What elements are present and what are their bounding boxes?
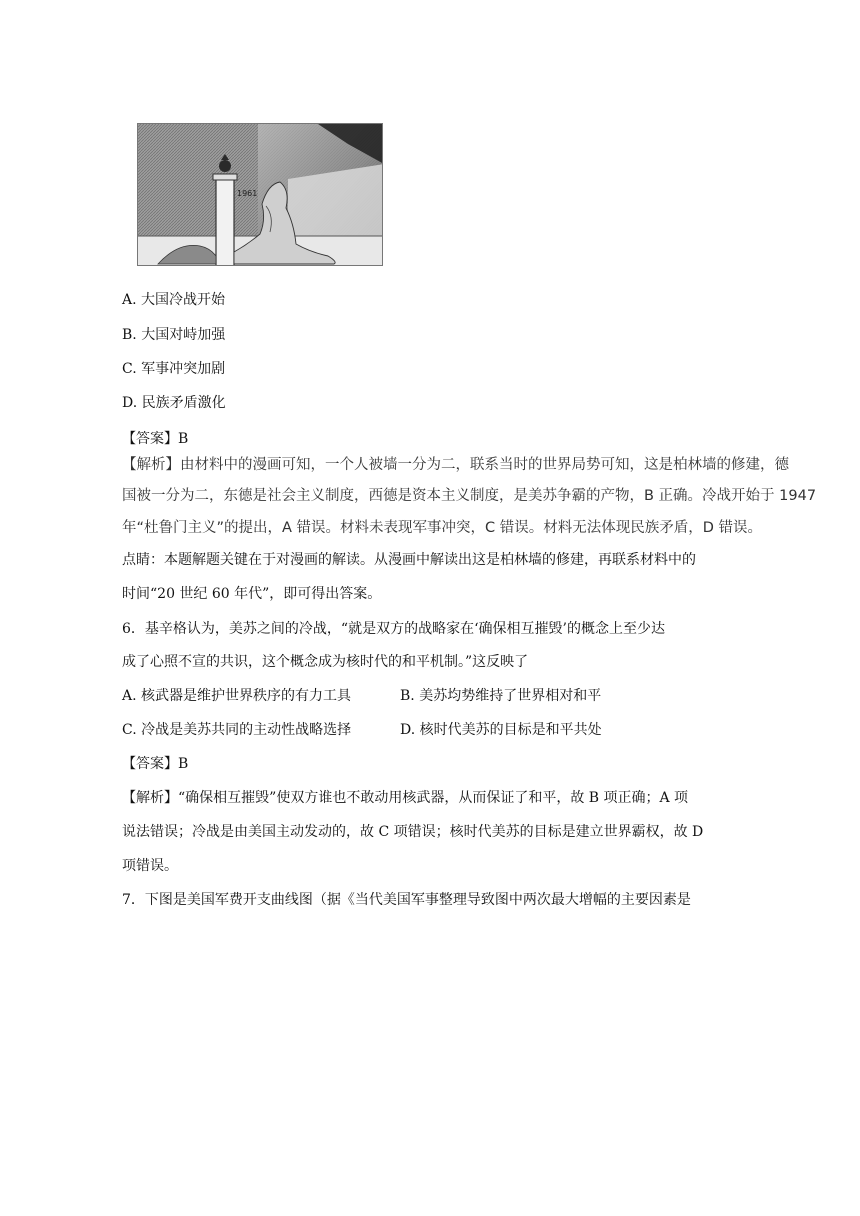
q6-stem-line-2: 成了心照不宣的共识，这个概念成为核时代的和平机制。”这反映了 xyxy=(122,654,529,670)
q5-comment-line-1: 点睛：本题解题关键在于对漫画的解读。从漫画中解读出这是柏林墙的修建，再联系材料中的 xyxy=(122,552,696,568)
q5-analysis-line-1: 【解析】由材料中的漫画可知，一个人被墙一分为二，联系当时的世界局势可知，这是柏林墙的修建，德 xyxy=(122,457,789,473)
q6-answer: 【答案】B xyxy=(122,756,189,772)
berlin-wall-cartoon-icon xyxy=(138,124,383,266)
q5-option-a: A. 大国冷战开始 xyxy=(122,292,226,308)
q6-option-b: B. 美苏均势维持了世界相对和平 xyxy=(400,688,602,704)
q7-stem: 7．下图是美国军费开支曲线图（据《当代美国军事整理导致图中两次最大增幅的主要因素是 xyxy=(122,892,691,908)
q6-analysis-line-1: 【解析】“确保相互摧毁”使双方谁也不敢动用核武器，从而保证了和平，故 B 项正确；A 项 xyxy=(122,790,689,806)
wall-year-label: 1961 xyxy=(237,189,258,198)
q6-analysis-line-2: 说法错误；冷战是由美国主动发动的，故 C 项错误；核时代美苏的目标是建立世界霸权，故 D xyxy=(122,824,704,840)
q5-option-c: C. 军事冲突加剧 xyxy=(122,361,226,377)
q6-option-a: A. 核武器是维护世界秩序的有力工具 xyxy=(122,688,352,704)
q5-option-b: B. 大国对峙加强 xyxy=(122,327,226,343)
q6-option-c: C. 冷战是美苏共同的主动性战略选择 xyxy=(122,722,352,738)
q5-comment-line-2: 时间“20 世纪 60 年代”，即可得出答案。 xyxy=(122,586,382,602)
cartoon-image xyxy=(137,123,383,266)
q5-analysis-line-3: 年“杜鲁门主义”的提出，A 错误。材料未表现军事冲突，C 错误。材料无法体现民族矛盾，D 错误。 xyxy=(122,520,763,536)
q6-stem-line-1: 6．基辛格认为，美苏之间的冷战，“就是双方的战略家在‘确保相互摧毁’的概念上至少达 xyxy=(122,621,665,637)
q6-option-d: D. 核时代美苏的目标是和平共处 xyxy=(400,722,602,738)
q5-answer: 【答案】B xyxy=(122,431,189,447)
q6-analysis-line-3: 项错误。 xyxy=(122,858,178,874)
q5-option-d: D. 民族矛盾激化 xyxy=(122,395,226,411)
q5-analysis-line-2: 国被一分为二，东德是社会主义制度，西德是资本主义制度，是美苏争霸的产物，B 正确。冷战开始于 1947 xyxy=(122,488,817,504)
